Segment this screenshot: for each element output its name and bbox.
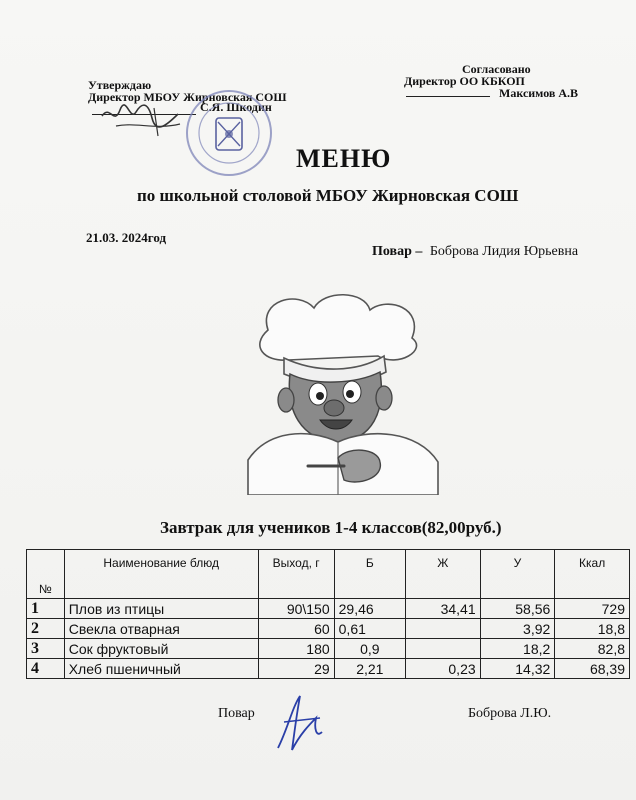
footer-cook-name: Боброва Л.Ю. [468, 706, 552, 721]
header-u: У [480, 550, 555, 599]
row-num: 3 [27, 639, 65, 659]
row-name: Хлеб пшеничный [64, 659, 258, 679]
cook-name: Боброва Лидия Юрьевна [429, 244, 579, 259]
row-u: 18,2 [480, 639, 555, 659]
agree-signature-row [406, 86, 578, 101]
row-kcal: 18,8 [555, 619, 630, 639]
approve-name: С.Я. Шкодин [200, 100, 272, 114]
row-zh [405, 619, 480, 639]
header-kcal: Ккал [555, 550, 630, 599]
school-stamp-icon [184, 88, 274, 178]
row-output: 90\150 [258, 599, 334, 619]
header-output: Выход, г [258, 550, 334, 599]
row-kcal: 729 [555, 599, 630, 619]
row-name: Сок фруктовый [64, 639, 258, 659]
table-row [27, 599, 630, 619]
table-header-row [27, 550, 630, 599]
row-zh: 34,41 [405, 599, 480, 619]
row-kcal: 82,8 [555, 639, 630, 659]
page-title: МЕНЮ [296, 144, 392, 173]
row-u: 3,92 [480, 619, 555, 639]
row-num: 1 [27, 599, 65, 619]
row-num: 2 [27, 619, 65, 639]
row-u: 58,56 [480, 599, 555, 619]
header-b: Б [334, 550, 405, 599]
row-b: 0,9 [334, 639, 405, 659]
row-output: 180 [258, 639, 334, 659]
agree-position: Директор ОО КБКОП [404, 74, 525, 88]
table-row [27, 639, 630, 659]
row-zh [405, 639, 480, 659]
row-b: 0,61 [334, 619, 405, 639]
agree-signature-line [406, 96, 490, 97]
table-row [27, 619, 630, 639]
menu-date: 21.03. 2024год [86, 230, 167, 245]
cook-line [372, 244, 578, 260]
header-name: Наименование блюд [64, 550, 258, 599]
row-output: 60 [258, 619, 334, 639]
table-row [27, 659, 630, 679]
header-num: № [27, 550, 65, 599]
row-num: 4 [27, 659, 65, 679]
row-b: 2,21 [334, 659, 405, 679]
row-u: 14,32 [480, 659, 555, 679]
row-name: Плов из птицы [64, 599, 258, 619]
breakfast-title: Завтрак для учеников 1-4 классов(82,00руб.) [160, 518, 502, 537]
agree-label: Согласовано [462, 62, 531, 76]
cook-label: Повар – [372, 244, 423, 259]
approve-position: Директор МБОУ Жирновская СОШ [88, 90, 287, 104]
approve-label: Утверждаю [88, 78, 152, 92]
row-zh: 0,23 [405, 659, 480, 679]
agree-name: Максимов А.В [499, 86, 579, 100]
row-kcal: 68,39 [555, 659, 630, 679]
chef-illustration-icon [228, 290, 468, 495]
header-zh: Ж [405, 550, 480, 599]
page-subtitle: по школьной столовой МБОУ Жирновская СОШ [137, 186, 519, 205]
menu-table [26, 549, 630, 679]
row-b: 29,46 [334, 599, 405, 619]
signature-icon [270, 688, 330, 758]
footer-cook-label: Повар [218, 706, 255, 721]
row-name: Свекла отварная [64, 619, 258, 639]
signature-icon [96, 96, 186, 140]
row-output: 29 [258, 659, 334, 679]
